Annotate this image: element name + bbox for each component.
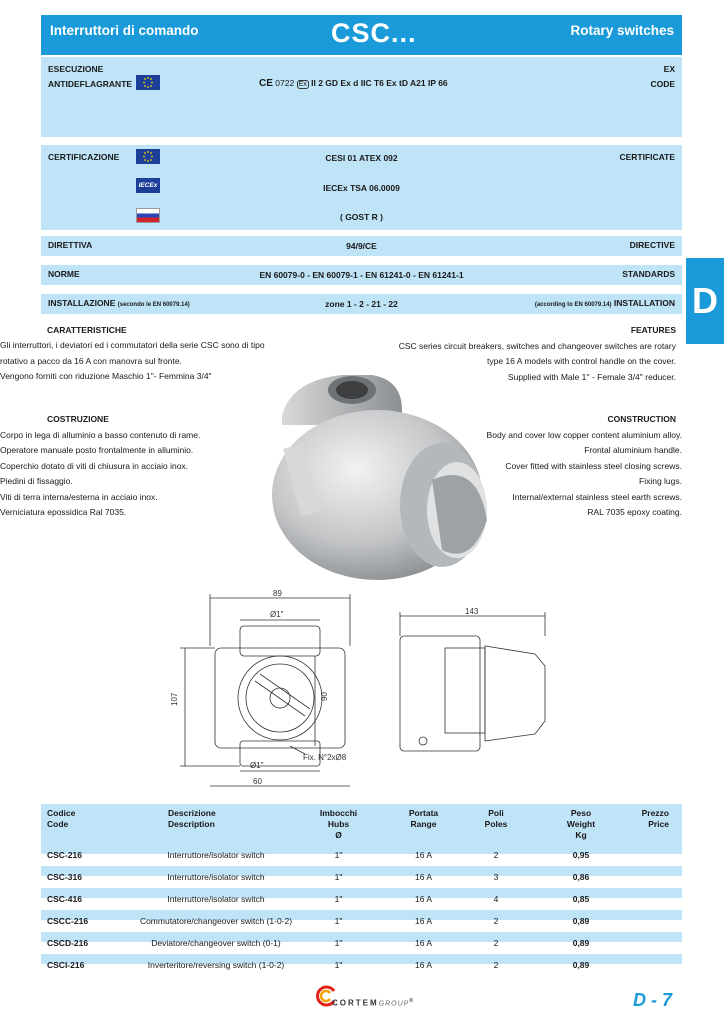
page-number: D - 7	[633, 990, 673, 1010]
th-weight: Peso Weight Kg	[566, 808, 596, 840]
features-heading-en: FEATURES	[630, 325, 676, 335]
standards-label-en: STANDARDS	[622, 269, 675, 279]
certification-label-en: CERTIFICATE	[619, 152, 675, 162]
construction-line-en: Internal/external stainless steel earth screws.	[512, 491, 682, 502]
cell-weight: 0,95	[572, 850, 590, 860]
th-poles: Poli Poles	[484, 808, 508, 829]
features-line-it: Vengono forniti con riduzione Maschio 1"- Femmina 3/4"	[0, 371, 212, 381]
ex-code-label-it-2: ANTIDEFLAGRANTE	[48, 79, 133, 89]
directive-row	[41, 236, 682, 256]
side-handle-outline	[485, 646, 545, 741]
construction-line-en: Fixing lugs.	[639, 476, 682, 486]
atex-certificate: CESI 01 ATEX 092	[325, 153, 398, 163]
cell-weight: 0,89	[572, 960, 590, 970]
cell-hubs: 1"	[334, 916, 343, 926]
cell-range: 16 A	[414, 894, 433, 904]
cell-description: Interruttore/isolator switch	[167, 894, 265, 904]
cell-weight: 0,89	[572, 916, 590, 926]
cell-weight: 0,86	[572, 872, 590, 882]
eu-flag-icon	[136, 75, 160, 90]
header-model: CSC...	[331, 18, 417, 48]
header-title-en: Rotary switches	[570, 23, 674, 38]
cell-poles: 2	[493, 916, 499, 926]
construction-line-it: Corpo in lega di alluminio a basso contenuto di rame.	[0, 429, 201, 440]
cell-description: Interruttore/isolator switch	[167, 850, 265, 860]
certification-label-it: CERTIFICAZIONE	[48, 152, 120, 162]
directive-label-it: DIRETTIVA	[48, 240, 93, 250]
cell-range: 16 A	[414, 916, 433, 926]
installation-label-it-text: INSTALLAZIONE	[48, 298, 116, 308]
table-row	[41, 888, 682, 910]
dim-base-label: 60	[253, 777, 262, 786]
construction-line-en: RAL 7035 epoxy coating.	[587, 507, 682, 517]
construction-it	[0, 412, 300, 521]
product-table	[41, 804, 682, 976]
installation-label-en	[535, 298, 675, 308]
cell-poles: 3	[493, 872, 499, 882]
cell-poles: 2	[493, 850, 499, 860]
iecex-certificate: IECEx TSA 06.0009	[323, 183, 400, 193]
installation-note-en: (according to EN 60079.14)	[534, 302, 612, 308]
features-line-en: type 16 A models with control handle on the cover.	[486, 356, 676, 366]
construction-line-it: Verniciatura epossidica Ral 7035.	[0, 507, 127, 517]
cell-code: CSCD-216	[47, 938, 89, 948]
construction-line-it: Operatore manuale posto frontalmente in alluminio.	[0, 445, 194, 455]
features-heading-it: CARATTERISTICHE	[47, 325, 127, 335]
ex-code-label-it-1: ESECUZIONE	[48, 64, 104, 74]
th-range: Portata Range	[408, 808, 439, 829]
installation-label-en-text: INSTALLATION	[613, 298, 675, 308]
cell-weight: 0,85	[572, 894, 590, 904]
iecex-logo-icon: IECEx	[136, 178, 160, 193]
ex-marking: II 2 GD Ex d IIC T6 Ex tD A21 IP 66	[311, 78, 448, 88]
cell-range: 16 A	[414, 938, 433, 948]
features-line-it: Gli interruttori, i deviatori ed i commutatori della serie CSC sono di tipo	[0, 340, 265, 350]
ce-mark-icon: CE	[259, 78, 273, 89]
cell-hubs: 1"	[334, 850, 343, 860]
gost-certificate: ( GOST R )	[340, 212, 383, 222]
installation-value: zone 1 - 2 - 21 - 22	[325, 299, 398, 309]
front-cover-circle	[238, 656, 322, 740]
technical-drawing	[165, 586, 565, 796]
cell-weight: 0,89	[572, 938, 590, 948]
side-body-outline	[400, 636, 480, 751]
construction-line-en: Body and cover low copper content aluminium alloy.	[486, 429, 682, 440]
table-header	[41, 804, 682, 844]
standards-row	[41, 265, 682, 285]
ex-marking-line	[259, 78, 448, 89]
cell-range: 16 A	[414, 960, 433, 970]
cell-hubs: 1"	[334, 894, 343, 904]
cell-range: 16 A	[414, 872, 433, 882]
construction-heading-en: CONSTRUCTION	[607, 414, 676, 424]
cell-code: CSC-416	[47, 894, 82, 904]
construction-line-it: Viti di terra interna/esterna in acciaio inox.	[0, 491, 158, 502]
features-line-en: CSC series circuit breakers, switches and changeover switches are rotary	[398, 340, 676, 351]
features-line-en: Supplied with Male 1'' - Female 3/4'' reducer.	[507, 371, 676, 382]
brand-name: CORTEMGROUP®	[332, 998, 416, 1008]
cell-hubs: 1"	[334, 960, 343, 970]
dim-length-label: 143	[465, 607, 479, 616]
section-tab: D	[686, 258, 724, 344]
product-photo	[262, 360, 502, 590]
certification-panel	[41, 145, 682, 230]
construction-heading-it: COSTRUZIONE	[47, 414, 109, 424]
cell-poles: 2	[493, 960, 499, 970]
ex-code-label-en-1: EX	[663, 64, 675, 74]
installation-note-it: (secondo le EN 60079.14)	[117, 302, 190, 308]
standards-value: EN 60079-0 - EN 60079-1 - EN 61241-0 - EN 61241-1	[259, 270, 464, 280]
cell-code: CSCI-216	[47, 960, 85, 970]
construction-line-it: Piedini di fissaggio.	[0, 476, 73, 486]
dim-thread-bottom-label: Ø1"	[250, 761, 264, 770]
cell-description: Inverteritore/reversing switch (1-0-2)	[147, 960, 285, 970]
cortem-logo	[316, 985, 416, 1015]
cell-description: Commutatore/changeover switch (1-0-2)	[139, 916, 293, 926]
table-row	[41, 932, 682, 954]
dim-height-left-label: 107	[170, 692, 179, 706]
ex-hexagon-icon: Ex	[298, 81, 307, 88]
directive-label-en: DIRECTIVE	[629, 240, 675, 250]
ex-code-panel	[41, 57, 682, 137]
table-row	[41, 954, 682, 976]
page-header	[41, 15, 682, 55]
dim-fix-label: Fix. N°2xØ8	[303, 753, 347, 762]
features-line-it: rotativo a pacco da 16 A con manovra sul fronte.	[0, 355, 182, 366]
cell-description: Deviatore/changeover switch (0-1)	[151, 938, 281, 948]
ex-code-label-en-2: CODE	[650, 79, 675, 89]
table-row	[41, 910, 682, 932]
cell-code: CSC-316	[47, 872, 82, 882]
table-row	[41, 866, 682, 888]
features-it	[41, 323, 361, 339]
directive-value: 94/9/CE	[346, 241, 377, 251]
th-price: Prezzo Price	[641, 808, 669, 829]
cell-poles: 4	[493, 894, 499, 904]
th-description: Descrizione Description	[168, 808, 216, 829]
dim-thread-top-label: Ø1"	[270, 610, 284, 619]
th-hubs: Imbocchi Hubs Ø	[319, 808, 358, 840]
cell-code: CSCC-216	[47, 916, 89, 926]
cell-range: 16 A	[414, 850, 433, 860]
construction-line-en: Frontal aluminium handle.	[584, 445, 682, 455]
construction-line-it: Coperchio dotato di viti di chiusura in acciaio inox.	[0, 460, 189, 471]
header-title-it: Interruttori di comando	[50, 23, 199, 38]
table-row	[41, 844, 682, 866]
dim-width-label: 89	[273, 589, 282, 598]
cell-description: Interruttore/isolator switch	[167, 872, 265, 882]
standards-label-it: NORME	[48, 269, 80, 279]
th-code: Codice Code	[47, 808, 76, 829]
cell-poles: 2	[493, 938, 499, 948]
installation-row	[41, 294, 682, 314]
dim-height-inner-label: 90	[320, 692, 329, 701]
cell-hubs: 1"	[334, 938, 343, 948]
construction-line-en: Cover fitted with stainless steel closing screws.	[505, 460, 682, 471]
notified-body: 0722	[275, 78, 295, 88]
cell-code: CSC-216	[47, 850, 82, 860]
cell-hubs: 1"	[334, 872, 343, 882]
